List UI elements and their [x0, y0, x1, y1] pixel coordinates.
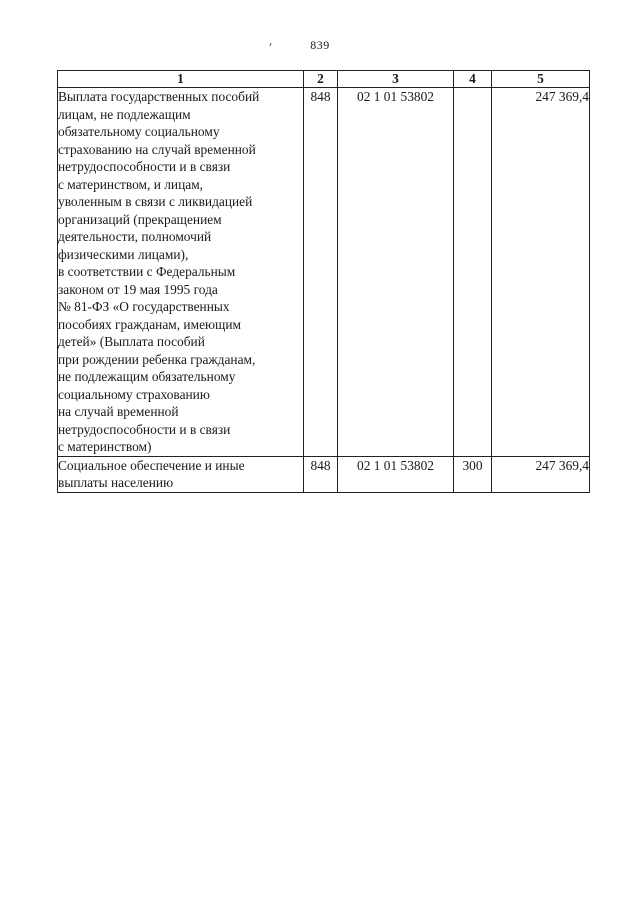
row-name-line: в соответствии с Федеральным [58, 264, 236, 279]
row-expense-type: 300 [454, 456, 492, 492]
row-name-cell [58, 456, 304, 492]
row-name-line: выплаты населению [58, 475, 174, 490]
row-target-code: 02 1 01 53802 [338, 88, 454, 457]
row-name-line: нетрудоспособности и в связи [58, 159, 231, 174]
header-col-4: 4 [454, 71, 492, 88]
row-name-line: при рождении ребенка гражданам, [58, 351, 256, 367]
row-expense-type [454, 88, 492, 457]
row-name-line: лицам, не подлежащим [58, 106, 191, 122]
row-target-code: 02 1 01 53802 [338, 456, 454, 492]
page-number: 839 [310, 38, 330, 52]
budget-table [57, 70, 590, 493]
row-name-line: № 81-ФЗ «О государственных [58, 299, 230, 314]
row-name-cell [58, 88, 304, 457]
row-amount: 247 369,4 [492, 456, 590, 492]
table-row [58, 456, 590, 492]
header-row [58, 71, 590, 88]
row-name-line: Выплата государственных пособий [58, 89, 260, 104]
row-name-line: с материнством, и лицам, [58, 176, 204, 192]
header-col-3: 3 [338, 71, 454, 88]
row-name-line: на случай временной [58, 404, 179, 419]
row-name-line: с материнством) [58, 439, 152, 454]
row-name-line: деятельности, полномочий [58, 229, 212, 244]
row-name-line: страхованию на случай временной [58, 141, 256, 157]
header-col-5: 5 [492, 71, 590, 88]
row-admin-code: 848 [304, 456, 338, 492]
row-name-line: законом от 19 мая 1995 года [58, 281, 218, 297]
header-col-2: 2 [304, 71, 338, 88]
row-amount: 247 369,4 [492, 88, 590, 457]
row-name-line: не подлежащим обязательному [58, 369, 236, 384]
row-name-line: организаций (прекращением [58, 211, 222, 227]
row-name-line: Социальное обеспечение и иные [58, 457, 245, 473]
header-col-1: 1 [58, 71, 304, 88]
row-name-line: физическими лицами), [58, 246, 189, 262]
table-row [58, 88, 590, 457]
row-name-line: пособиях гражданам, имеющим [58, 316, 241, 332]
row-name-line: детей» (Выплата пособий [58, 334, 205, 349]
row-name-line: обязательному социальному [58, 124, 220, 139]
row-name-line: нетрудоспособности и в связи [58, 421, 231, 437]
row-admin-code: 848 [304, 88, 338, 457]
row-name-line: уволенным в связи с ликвидацией [58, 194, 253, 209]
row-name-line: социальному страхованию [58, 386, 210, 402]
